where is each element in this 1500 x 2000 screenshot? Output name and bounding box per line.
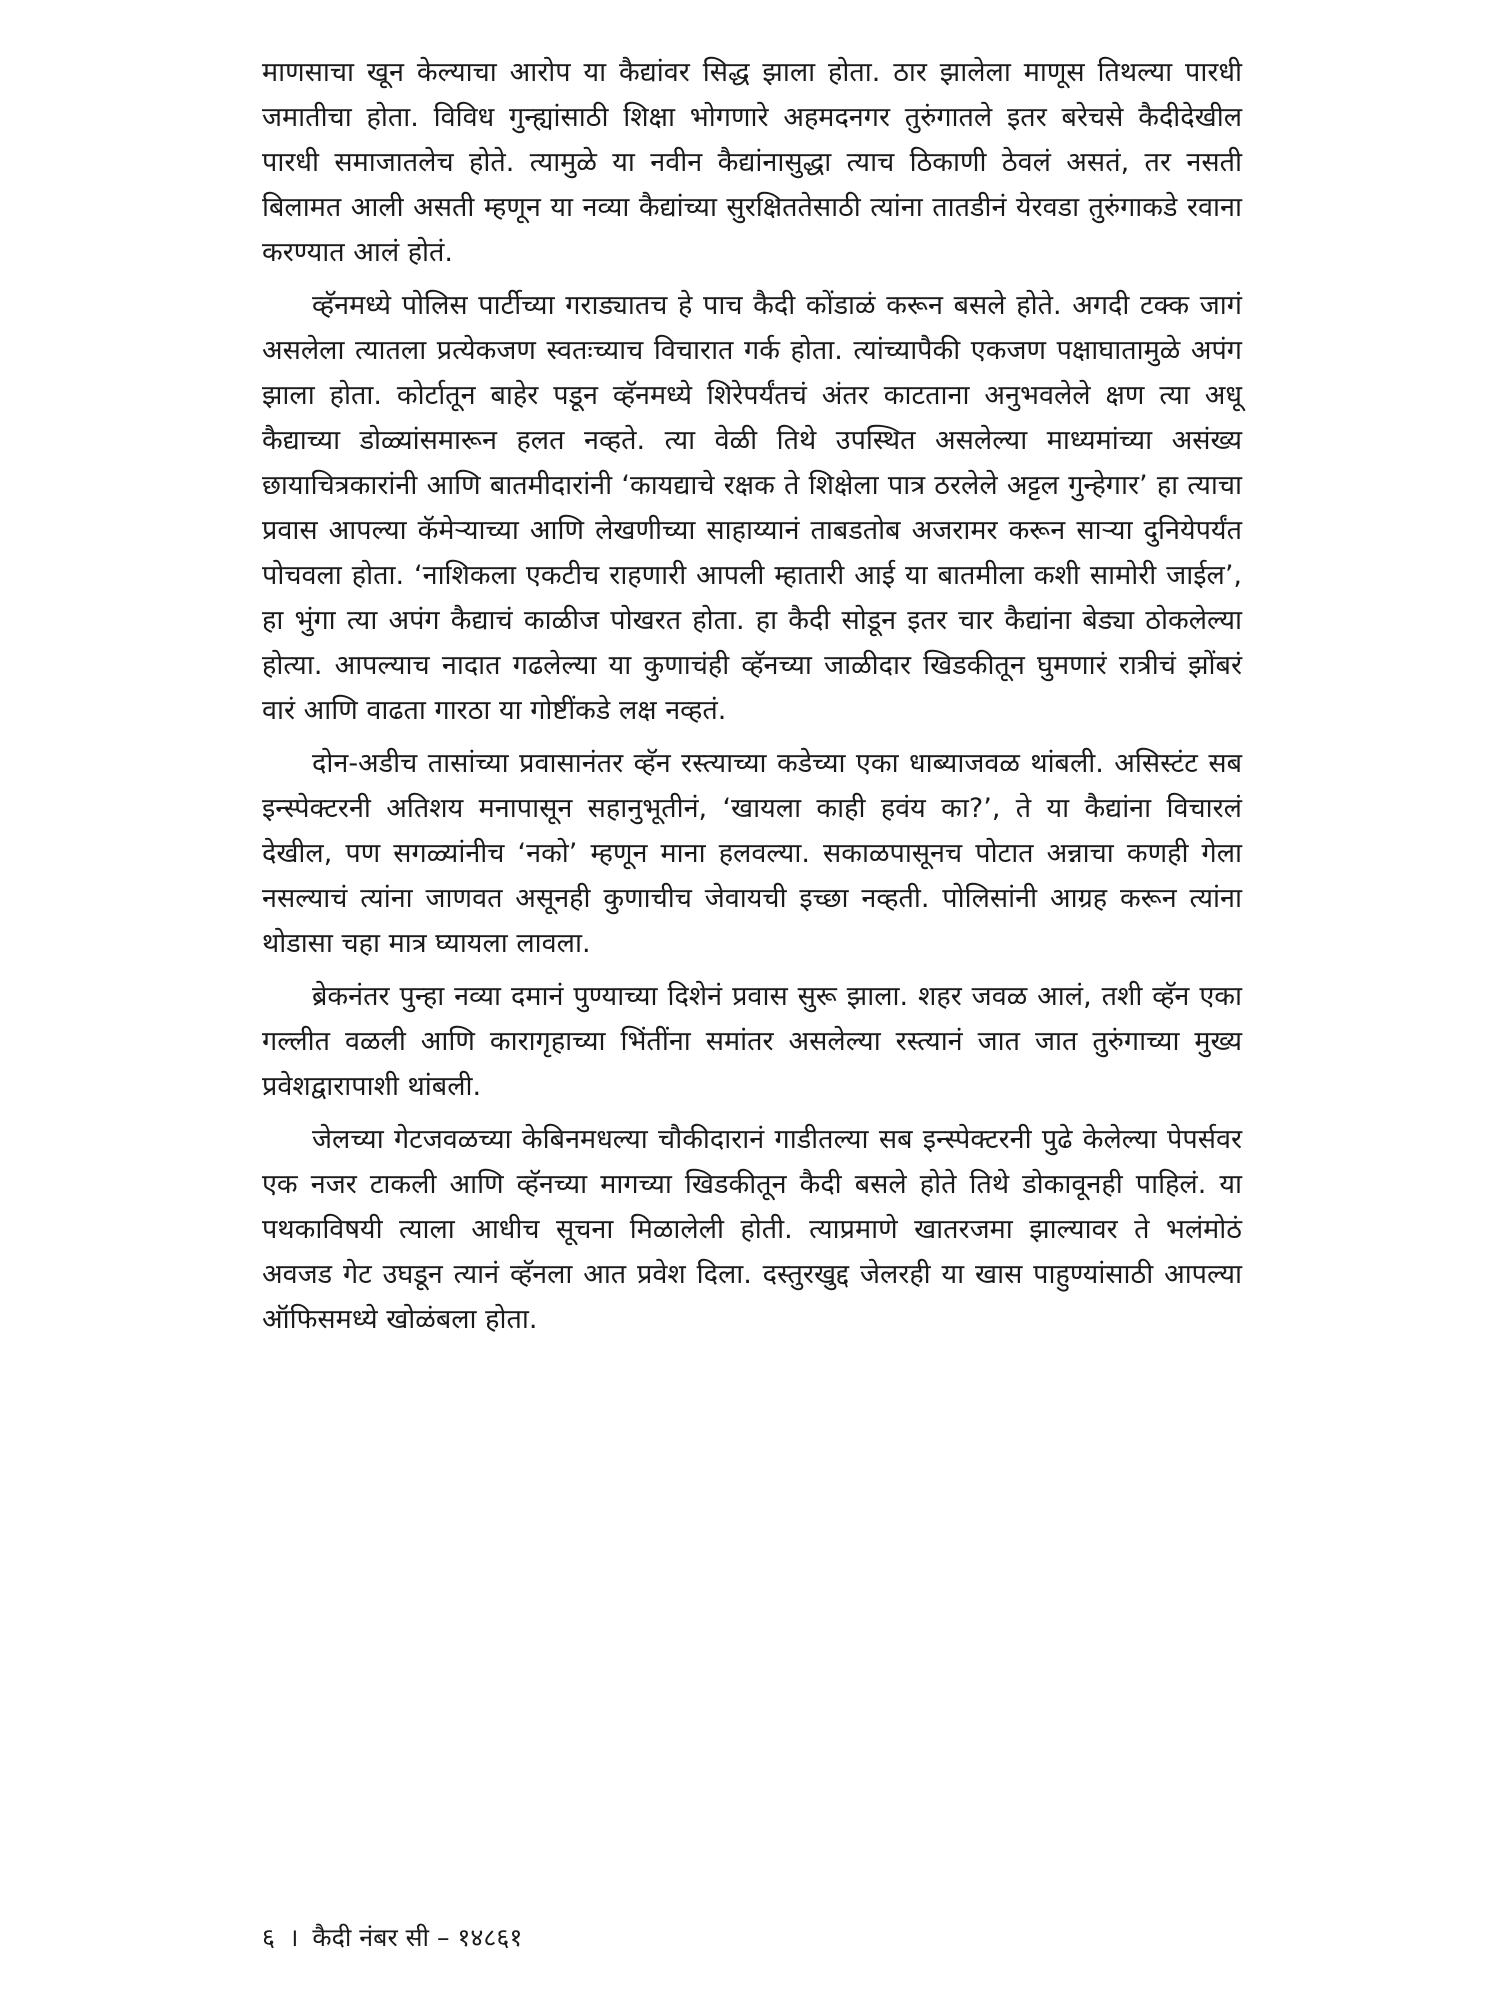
paragraph-1: माणसाचा खून केल्याचा आरोप या कैद्यांवर सिद्ध झाला होता. ठार झालेला माणूस तिथल्या पारधी जमातीचा होता. विविध गुन्ह्यांसाठी शिक्षा भोगणारे अहमदनगर तुरुंगातले इतर बरेचसे कैदीदेखील पारधी समाजातलेच होते. त्यामुळे या नवीन कैद्यांनासुद्धा त्याच ठिकाणी ठेवलं असतं, तर नसती बिलामत आली असती म्हणून या नव्या कैद्यांच्या सुरक्षिततेसाठी त्यांना तातडीनं येरवडा तुरुंगाकडे रवाना करण्यात आलं होतं. [262,57,1242,268]
body-text [262,50,1242,1350]
paragraph-2: व्हॅनमध्ये पोलिस पार्टीच्या गराड्यातच हे पाच कैदी कोंडाळं करून बसले होते. अगदी टक्क जागं असलेला त्यातला प्रत्येकजण स्वतःच्याच विचारात गर्क होता. त्यांच्यापैकी एकजण पक्षाघातामुळे अपंग झाला होता. कोर्टातून बाहेर पडून व्हॅनमध्ये शिरेपर्यंतचं अंतर काटताना अनुभवलेले क्षण त्या अधू कैद्याच्या डोळ्यांसमारून हलत नव्हते. त्या वेळी तिथे उपस्थित असलेल्या माध्यमांच्या असंख्य छायाचित्रकारांनी आणि बातमीदारांनी ‘कायद्याचे रक्षक ते शिक्षेला पात्र ठरलेले अट्टल गुन्हेगार’ हा त्याचा प्रवास आपल्या कॅमेऱ्याच्या आणि लेखणीच्या साहाय्यानं ताबडतोब अजरामर करून साऱ्या दुनियेपर्यंत पोचवला होता. ‘नाशिकला एकटीच राहणारी आपली म्हातारी आई या बातमीला कशी सामोरी जाईल’, हा भुंगा त्या अपंग कैद्याचं काळीज पोखरत होता. हा कैदी सोडून इतर चार कैद्यांना बेड्या ठोकलेल्या होत्या. आपल्याच नादात गढलेल्या या कुणाचंही व्हॅनच्या जाळीदार खिडकीतून घुमणारं रात्रीचं झोंबरं वारं आणि वाढता गारठा या गोष्टींकडे लक्ष नव्हतं. [262,290,1242,726]
paragraph-5: जेलच्या गेटजवळच्या केबिनमधल्या चौकीदारानं गाडीतल्या सब इन्स्पेक्टरनी पुढे केलेल्या पेपर्सवर एक नजर टाकली आणि व्हॅनच्या मागच्या खिडकीतून कैदी बसले होते तिथे डोकावूनही पाहिलं. या पथकाविषयी त्याला आधीच सूचना मिळालेली होती. त्याप्रमाणे खातरजमा झाल्यावर ते भलंमोठं अवजड गेट उघडून त्यानं व्हॅनला आत प्रवेश दिला. दस्तुरखुद्द जेलरही या खास पाहुण्यांसाठी आपल्या ऑफिसमध्ये खोळंबला होता. [262,1124,1242,1335]
paragraph-3: दोन-अडीच तासांच्या प्रवासानंतर व्हॅन रस्त्याच्या कडेच्या एका धाब्याजवळ थांबली. असिस्टंट सब इन्स्पेक्टरनी अतिशय मनापासून सहानुभूतीनं, ‘खायला काही हवंय का?’, ते या कैद्यांना विचारलं देखील, पण सगळ्यांनीच ‘नको’ म्हणून माना हलवल्या. सकाळपासूनच पोटात अन्नाचा कणही गेला नसल्याचं त्यांना जाणवत असूनही कुणाचीच जेवायची इच्छा नव्हती. पोलिसांनी आग्रह करून त्यांना थोडासा चहा मात्र घ्यायला लावला. [262,748,1242,959]
page-number: ६ [262,1923,276,1952]
footer-separator: । [288,1923,299,1952]
paragraph-4: ब्रेकनंतर पुन्हा नव्या दमानं पुण्याच्या दिशेनं प्रवास सुरू झाला. शहर जवळ आलं, तशी व्हॅन एका गल्लीत वळली आणि कारागृहाच्या भिंतींना समांतर असलेल्या रस्त्यानं जात जात तुरुंगाच्या मुख्य प्रवेशद्वारापाशी थांबली. [262,981,1242,1102]
book-title: कैदी नंबर सी – १४८६१ [312,1923,523,1952]
page-footer [262,1920,522,1954]
